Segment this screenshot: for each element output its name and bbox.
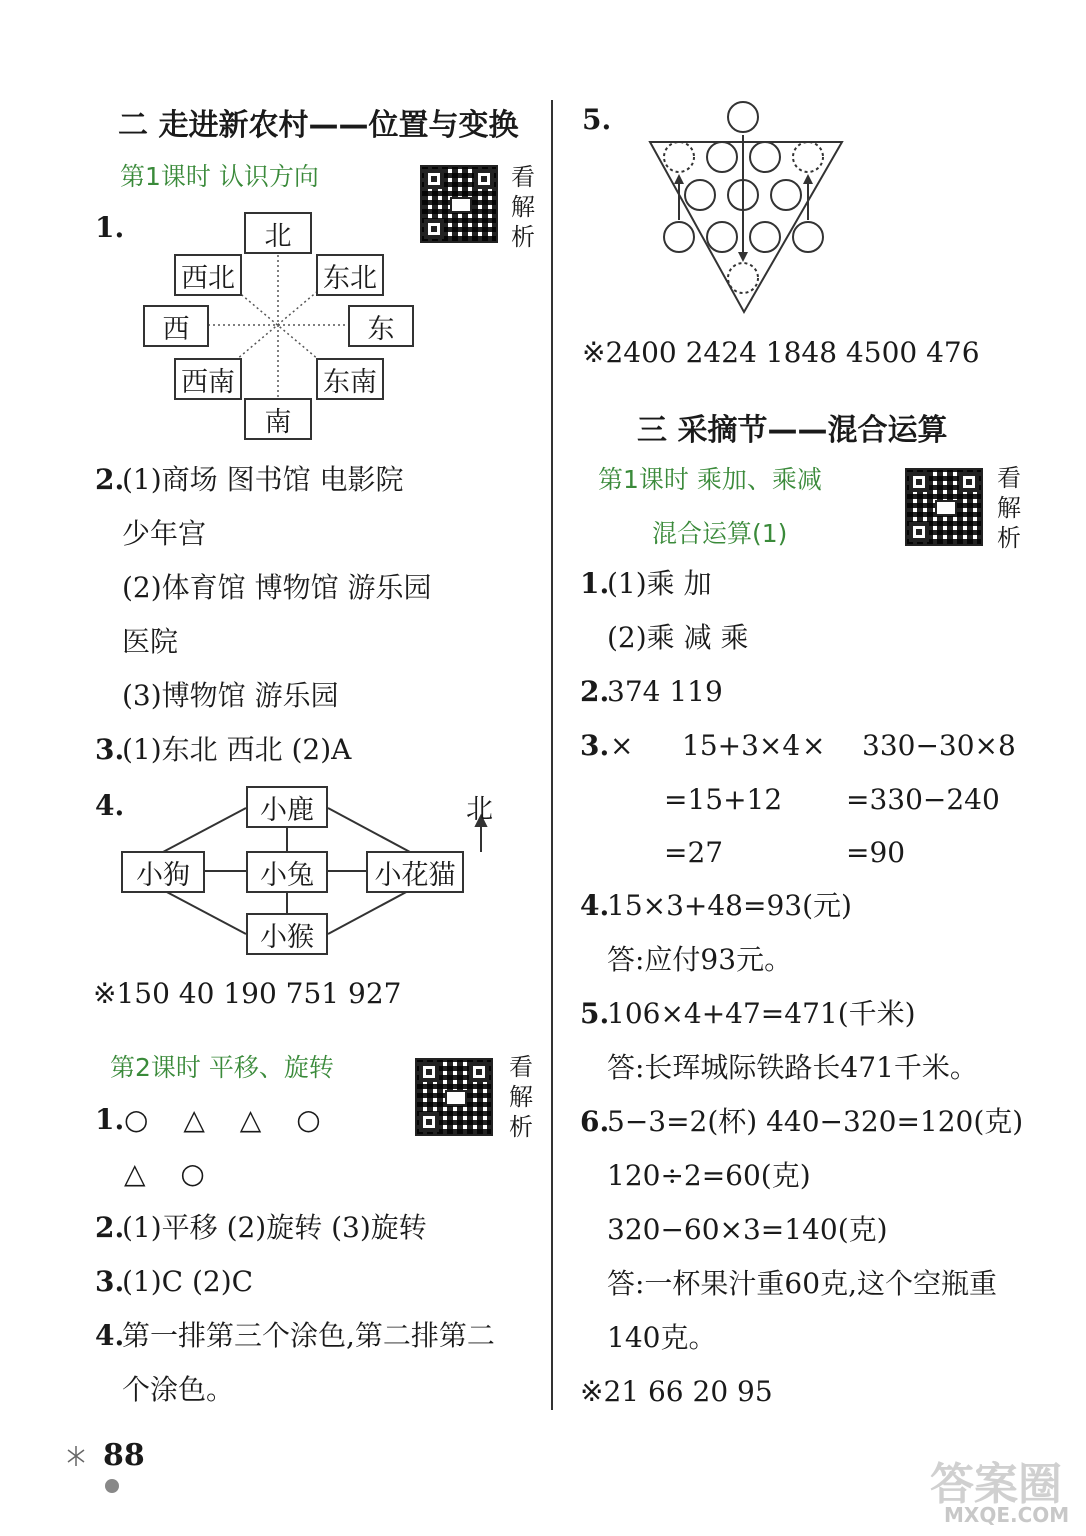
extra-answer: ※21 66 20 95	[580, 1375, 773, 1408]
direction-northeast: 东北	[316, 254, 384, 296]
answer-line: 答:应付93元。	[607, 943, 793, 976]
extra-answer: ※150 40 190 751 927	[93, 977, 402, 1010]
wrong-mark: ×	[610, 729, 634, 762]
qr-label: 看 解 析	[511, 163, 535, 251]
question-number: 6.	[580, 1105, 610, 1138]
qr-label: 看 解 析	[997, 464, 1021, 552]
answer-line: 374 119	[607, 675, 723, 708]
animal-deer: 小鹿	[246, 786, 328, 828]
question-number: 5.	[580, 997, 610, 1030]
lesson-subtitle: 混合运算(1)	[652, 519, 788, 548]
wrong-mark: ×	[802, 729, 826, 762]
answer-line: 140克。	[607, 1321, 717, 1354]
direction-east: 东	[348, 305, 414, 347]
answer-line: △ ○	[124, 1157, 205, 1190]
question-number: 3.	[95, 1265, 125, 1298]
direction-north: 北	[244, 212, 312, 254]
watermark-url: MXQE.COM	[944, 1503, 1070, 1527]
expression-step: =90	[846, 836, 906, 869]
lesson-title-2: 第2课时 平移、旋转	[110, 1053, 334, 1082]
qr-label: 看 解 析	[509, 1053, 533, 1141]
page-number: 88	[103, 1438, 145, 1473]
answer-line: (1)商场 图书馆 电影院	[122, 463, 404, 496]
answer-line: 答:长珲城际铁路长471千米。	[607, 1051, 978, 1084]
answer-line: 320−60×3=140(克)	[607, 1213, 888, 1246]
answer-line: (2)乘 减 乘	[607, 621, 749, 654]
question-number: 4.	[95, 1319, 125, 1352]
question-number: 2.	[95, 463, 125, 496]
expression: 15+3×4	[682, 729, 801, 762]
expression-step: =15+12	[664, 783, 783, 816]
answer-line: 第一排第三个涂色,第二排第二	[122, 1319, 495, 1352]
expression: 330−30×8	[862, 729, 1016, 762]
question-number: 2.	[95, 1211, 125, 1244]
answer-line: 106×4+47=471(千米)	[607, 997, 916, 1030]
question-number: 1.	[95, 211, 125, 244]
answer-line: (1)东北 西北 (2)A	[122, 733, 352, 766]
direction-southeast: 东南	[316, 358, 384, 400]
direction-southwest: 西南	[174, 358, 242, 400]
question-number: 2.	[580, 675, 610, 708]
answer-line: 120÷2=60(克)	[607, 1159, 811, 1192]
animal-cat: 小花猫	[366, 851, 464, 893]
answer-line: 5−3=2(杯) 440−320=120(克)	[607, 1105, 1024, 1138]
answer-line: (3)博物馆 游乐园	[122, 679, 339, 712]
direction-northwest: 西北	[174, 254, 242, 296]
question-number: 4.	[580, 889, 610, 922]
question-number: 3.	[580, 729, 610, 762]
answer-line: ○ △ △ ○	[124, 1103, 321, 1136]
lesson-title-1: 第1课时 乘加、乘减	[598, 465, 822, 494]
question-number: 1.	[580, 567, 610, 600]
direction-south: 南	[244, 398, 312, 440]
chapter-title-2: 二 走进新农村——位置与变换	[118, 108, 519, 143]
answer-line: 个涂色。	[122, 1373, 235, 1406]
answer-line: 15×3+48=93(元)	[607, 889, 852, 922]
answer-line: (1)乘 加	[607, 567, 712, 600]
question-number: 5.	[582, 103, 612, 136]
north-label: 北	[466, 794, 493, 825]
extra-answer: ※2400 2424 1848 4500 476	[582, 336, 980, 369]
question-number: 4.	[95, 789, 125, 822]
answer-line: (2)体育馆 博物馆 游乐园	[122, 571, 432, 604]
answer-line: (1)C (2)C	[122, 1265, 254, 1298]
expression-step: =27	[664, 836, 724, 869]
chapter-title-3: 三 采摘节——混合运算	[637, 413, 948, 448]
expression-step: =330−240	[846, 783, 1000, 816]
answer-line: 答:一杯果汁重60克,这个空瓶重	[607, 1267, 997, 1300]
question-number: 3.	[95, 733, 125, 766]
answer-line: (1)平移 (2)旋转 (3)旋转	[122, 1211, 427, 1244]
answer-line: 医院	[122, 625, 179, 658]
animal-rabbit: 小兔	[246, 851, 328, 893]
answer-line: 少年宫	[122, 517, 207, 550]
lesson-title-1: 第1课时 认识方向	[120, 162, 319, 191]
animal-dog: 小狗	[121, 851, 205, 893]
direction-west: 西	[143, 305, 209, 347]
animal-monkey: 小猴	[246, 913, 328, 955]
question-number: 1.	[95, 1103, 125, 1136]
watermark-logo: 答案圈	[930, 1459, 1062, 1510]
